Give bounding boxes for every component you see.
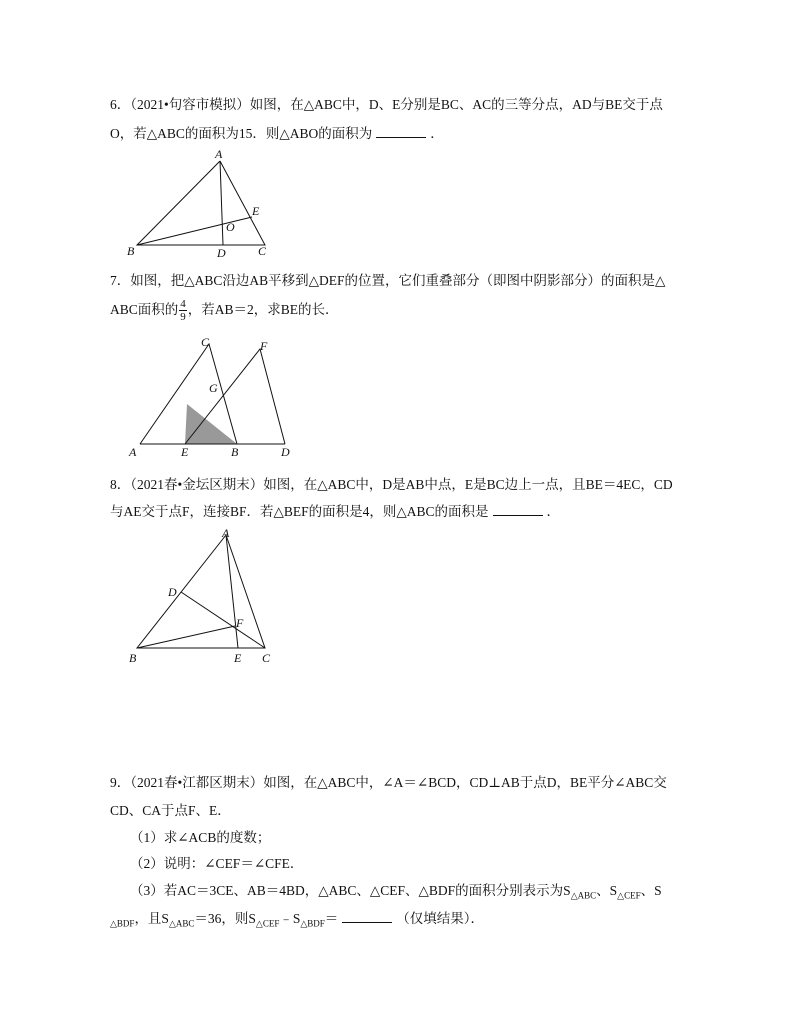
q8-label-e: E [234, 651, 242, 665]
q6-segment-be [137, 217, 252, 245]
q8-label-d: D [168, 585, 177, 599]
q7-label-f: F [260, 339, 268, 353]
q6-segment-ad [220, 161, 223, 245]
q6-line2: O，若△ABC的面积为15．则△ABO的面积为 ． [110, 126, 444, 141]
q9-part4: $_{\triangle BDF}$，且$S_{\triangle ABC}=36$，则$S_{\triangle CEF}﹣S_{\triangle BDF}=$ （仅填结果）． [110, 911, 485, 929]
q6-label-e: E [252, 204, 260, 218]
q8-label-c: C [262, 651, 271, 665]
q8-line1: 8．（2021春•金坛区期末）如图，在△ABC中，D是AB中点，E是BC边上一点，且BE＝4EC，CD [110, 477, 673, 492]
q7-translation-figure [125, 332, 305, 460]
q8-label-b: B [129, 651, 137, 665]
answer-blank [493, 503, 543, 516]
q7-label-g: G [209, 381, 218, 395]
q7-label-a: A [129, 445, 137, 459]
fraction: $\frac{4}{9}$ [180, 298, 186, 324]
q8-line2: 与AE交于点F，连接BF．若△BEF的面积是4，则△ABC的面积是 ． [110, 504, 561, 519]
q7-line2: ABC面积的 $\frac{4}{9}$ ，若AB＝2，求BE的长． [110, 298, 339, 324]
q6-triangle-abc [137, 161, 265, 245]
q6-label-b: B [127, 244, 135, 258]
q6-line2-text: O，若△ABC的面积为15．则△ABO的面积为 [110, 126, 373, 141]
q7-line1: 7．如图，把△ABC沿边AB平移到△DEF的位置，它们重叠部分（即图中阴影部分）的面积是△ [110, 273, 666, 288]
q6-label-c: C [258, 244, 267, 258]
q9-line1: 9．（2021春•江都区期末）如图，在△ABC中，∠A＝∠BCD，CD⊥AB于点D，BE平分∠ABC交 [110, 775, 667, 790]
q6-triangle-figure [125, 145, 285, 260]
q7-shaded-overlap [185, 404, 237, 444]
q9-part2: （2）说明：∠CEF＝∠CFE． [130, 856, 304, 871]
q7-label-b: B [231, 445, 239, 459]
q8-segment-cd [181, 592, 265, 648]
q9-line2: CD、CA于点F、E． [110, 803, 231, 818]
answer-blank [376, 125, 426, 138]
q6-label-o: O [226, 220, 235, 234]
q7-label-d: D [281, 445, 290, 459]
q8-label-a: A [222, 526, 230, 540]
q8-triangle-abc [137, 535, 265, 648]
q9-part1: （1）求∠ACB的度数； [130, 830, 271, 845]
q7-label-c: C [201, 335, 210, 349]
q9-part3: （3）若AC＝3CE、AB＝4BD，△ABC、△CEF、△BDF的面积分别表示为$S_{\triangle ABC}$、$S_{\triangle CEF}$、S [130, 883, 662, 901]
answer-blank [342, 910, 392, 923]
q8-label-f: F [236, 616, 244, 630]
q6-line1: 6．（2021•句容市模拟）如图，在△ABC中，D、E分别是BC、AC的三等分点，AD与BE交于点 [110, 97, 663, 112]
q7-label-e: E [181, 445, 189, 459]
q6-label-a: A [215, 147, 223, 161]
q8-triangle-figure [125, 525, 285, 670]
q6-label-d: D [217, 246, 226, 260]
